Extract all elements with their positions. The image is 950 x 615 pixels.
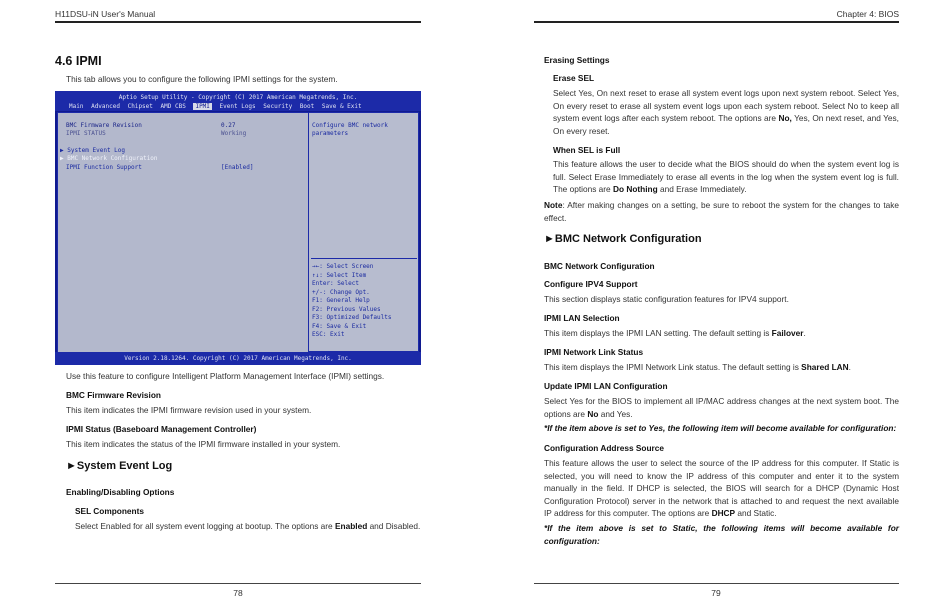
bios-menu-security: Security	[263, 103, 293, 110]
bios-help-divider	[311, 258, 417, 259]
bios-title: Aptio Setup Utility - Copyright (C) 2017 American Megatrends, Inc.	[118, 94, 358, 101]
bios-key-9: ESC: Exit	[312, 331, 345, 338]
bios-menu-amd-cbs: AMD CBS	[160, 103, 186, 110]
config-address-text: This feature allows the user to select the source of the IP address for this computer. If Static is selected, you will need to know the IP address of this computer and enter it to the system manually in the field. If DHCP is selected, the BIOS will search for a DHCP (Dynamic Host Configuration Protocol) server in the network that is attached to and request the next available IP address for this computer. The options are DHCP and Static.	[544, 458, 899, 519]
bios-item-status-value: Working	[221, 130, 247, 137]
ipv4-text: This section displays static configuration features for IPV4 support.	[544, 294, 789, 304]
section-title: 4.6 IPMI	[55, 54, 102, 68]
bios-key-8: F4: Save & Exit	[312, 322, 367, 330]
sel-components-text: Select Enabled for all system event logging at bootup. The options are Enabled and Disabled.	[75, 521, 421, 531]
bios-screenshot	[55, 91, 421, 365]
update-lan-text: Select Yes for the BIOS to implement all IP/MAC address changes at the next system boot. The options are No and Yes.	[544, 396, 899, 419]
config-address-title: Configuration Address Source	[544, 443, 665, 453]
bios-footer: Version 2.18.1264. Copyright (C) 2017 American Megatrends, Inc.	[55, 352, 421, 365]
fw-revision-title: BMC Firmware Revision	[66, 390, 161, 400]
link-status-title: IPMI Network Link Status	[544, 347, 644, 357]
bios-help-pane	[308, 113, 420, 353]
bios-menu-chipset: Chipset	[127, 103, 153, 110]
bios-menu-save-exit: Save & Exit	[321, 103, 362, 110]
bios-menu-bar	[69, 103, 366, 110]
erase-sel-text: Select Yes, On next reset to erase all system event logs upon next system reboot. Select Yes, On every reset to erase all system event logs upon each system reboot. Select No to keep all system event logs after each system reboot. The options are No, Yes, On next reset, and Yes, On every reset.	[553, 88, 899, 136]
bmc-network-subtitle: BMC Network Configuration	[544, 261, 655, 271]
left-page-number: 78	[233, 588, 243, 598]
enabling-options-title: Enabling/Disabling Options	[66, 487, 175, 497]
bios-menu-main: Main	[69, 103, 84, 110]
fw-revision-text: This item indicates the IPMI firmware revision used in your system.	[66, 405, 312, 415]
bios-help-line-1: Configure BMC network	[312, 122, 388, 129]
erasing-settings-title: Erasing Settings	[544, 55, 610, 65]
bios-item-ipmi-function-value: [Enabled]	[221, 164, 254, 171]
sel-full-text: This feature allows the user to decide what the BIOS should do when the system event log is full. Select Erase Immediately to erase all events in the log when the system event log is full. The options are Do Nothing and Erase Immediately.	[553, 159, 899, 195]
sel-full-title: When SEL is Full	[553, 145, 621, 155]
left-footer-rule	[55, 583, 421, 584]
bmc-network-heading: ►BMC Network Configuration	[544, 233, 702, 245]
note-text: Note: After making changes on a setting, be sure to reboot the system for the changes to take effect.	[544, 200, 899, 223]
bios-item-fw-label: BMC Firmware Revision	[66, 122, 142, 129]
system-event-log-heading: ►System Event Log	[66, 460, 173, 472]
static-note: *If the item above is set to Static, the following items will become available for configuration:	[544, 523, 899, 546]
erase-sel-title: Erase SEL	[553, 73, 595, 83]
sel-components-title: SEL Components	[75, 506, 144, 516]
bios-key-6: F2: Previous Values	[312, 305, 381, 313]
right-running-header: Chapter 4: BIOS	[836, 9, 899, 19]
bios-item-system-event-log: ▶ System Event Log	[60, 147, 126, 154]
lan-selection-text: This item displays the IPMI LAN setting. The default setting is Failover.	[544, 328, 806, 338]
bios-menu-ipmi: IPMI	[195, 103, 210, 110]
update-lan-note: *If the item above is set to Yes, the following item will become available for configuration:	[544, 423, 897, 433]
left-running-header: H11DSU-iN User's Manual	[55, 9, 156, 19]
ipv4-title: Configure IPV4 Support	[544, 279, 638, 289]
left-header-rule	[55, 21, 421, 23]
link-status-text: This item displays the IPMI Network Link status. The default setting is Shared LAN.	[544, 362, 851, 372]
bios-item-ipmi-function-label: IPMI Function Support	[66, 164, 142, 171]
ipmi-status-text: This item indicates the status of the IPMI firmware installed in your system.	[66, 439, 341, 449]
ipmi-status-title: IPMI Status (Baseboard Management Controller)	[66, 424, 257, 434]
right-header-rule	[534, 21, 899, 23]
bios-key-7: F3: Optimized Defaults	[312, 314, 392, 321]
bios-key-5: F1: General Help	[312, 297, 370, 304]
lan-selection-title: IPMI LAN Selection	[544, 313, 620, 323]
bios-settings-pane	[58, 113, 308, 353]
bios-body	[57, 112, 419, 352]
bios-key-1: →←: Select Screen	[312, 263, 374, 270]
right-page	[475, 0, 950, 615]
bios-key-3: Enter: Select	[312, 280, 359, 287]
use-feature-text: Use this feature to configure Intelligent Platform Management Interface (IPMI) settings.	[66, 371, 385, 381]
bios-title-bar	[55, 91, 421, 111]
bios-item-bmc-network: ▶ BMC Network Configuration	[60, 155, 158, 162]
bios-help-line-2: parameters	[312, 130, 349, 137]
intro-text: This tab allows you to configure the following IPMI settings for the system.	[66, 74, 338, 84]
update-lan-title: Update IPMI LAN Configuration	[544, 381, 668, 391]
bios-item-status-label: IPMI STATUS	[66, 130, 106, 137]
bios-key-4: +/-: Change Opt.	[312, 288, 370, 296]
bios-item-fw-value: 0.27	[221, 122, 236, 129]
bios-key-2: ↑↓: Select Item	[312, 271, 367, 279]
bios-menu-event-logs: Event Logs	[219, 103, 256, 110]
right-footer-rule	[534, 583, 899, 584]
right-page-number: 79	[711, 588, 721, 598]
bios-menu-advanced: Advanced	[91, 103, 120, 110]
bios-menu-boot: Boot	[299, 103, 315, 110]
